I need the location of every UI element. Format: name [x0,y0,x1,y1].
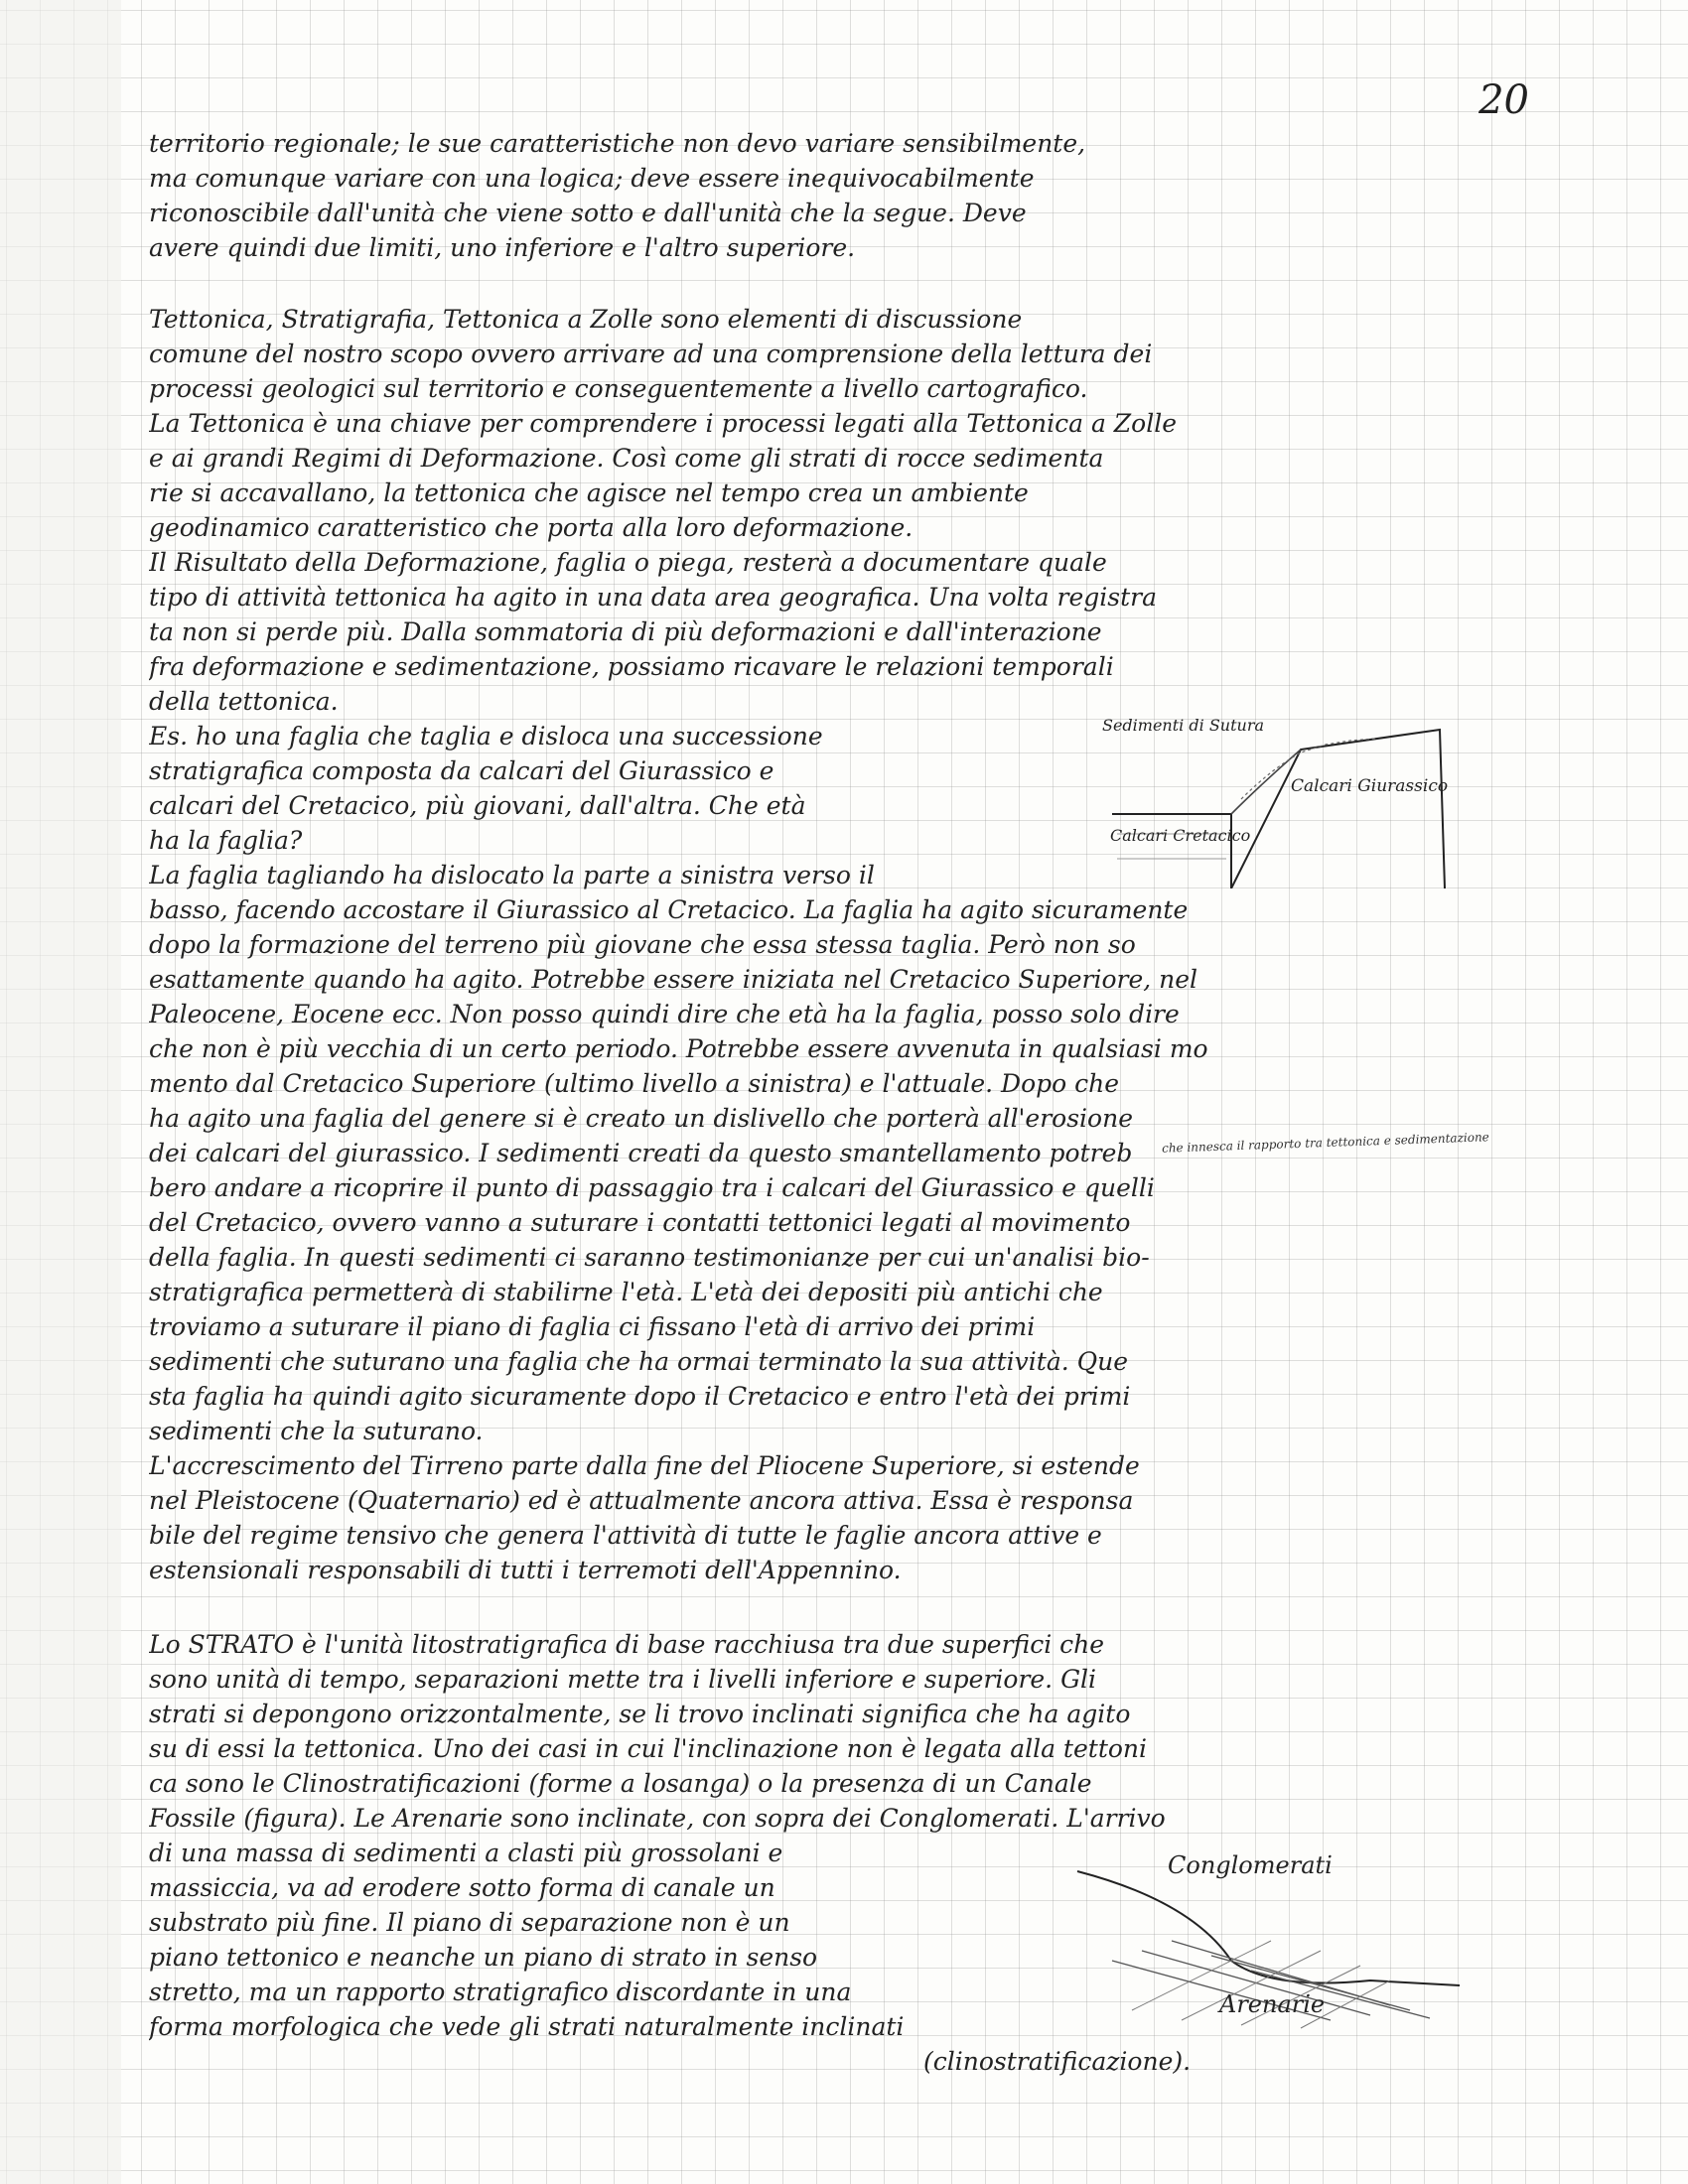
jurassic-label: Calcari Giurassico [1291,776,1449,796]
text-line: e ai grandi Regimi di Deformazione. Così come gli strati di rocce sedimenta [149,444,1104,473]
text-line: ha la faglia? [149,826,303,855]
text-line: riconoscibile dall'unità che viene sotto e dall'unità che la segue. Deve [149,199,1027,227]
text-line: sono unità di tempo, separazioni mette tra i livelli inferiore e superiore. Gli [149,1665,1097,1694]
text-line: che non è più vecchia di un certo periodo. Potrebbe essere avvenuta in qualsiasi mo [149,1034,1208,1063]
text-line: sedimenti che suturano una faglia che ha ormai terminato la sua attività. Que [149,1347,1129,1376]
text-line: stratigrafica permetterà di stabilirne l'età. L'età dei depositi più antichi che [149,1278,1103,1306]
text-line: su di essi la tettonica. Uno dei casi in cui l'inclinazione non è legata alla tettoni [149,1734,1148,1763]
text-line: sta faglia ha quindi agito sicuramente dopo il Cretacico e entro l'età dei primi [149,1382,1131,1411]
text-line: piano tettonico e neanche un piano di strato in senso [149,1943,818,1972]
text-line: comune del nostro scopo ovvero arrivare ad una comprensione della lettura dei [149,340,1153,368]
text-line: La Tettonica è una chiave per comprendere i processi legati alla Tettonica a Zolle [149,409,1177,438]
arenarie-label: Arenarie [1219,1990,1326,2018]
margin-note: che innesca il rapporto tra tettonica e sedimentazione [1161,1130,1490,1156]
text-line: avere quindi due limiti, uno inferiore e l'altro superiore. [149,233,856,262]
text-line: Il Risultato della Deformazione, faglia o piega, resterà a documentare quale [149,548,1107,577]
channel-base-line [1077,1871,1460,1985]
text-line: Lo STRATO è l'unità litostratigrafica di base racchiusa tra due superfici che [149,1630,1105,1659]
text-line: ta non si perde più. Dalla sommatoria di più deformazioni e dall'interazione [149,617,1102,646]
text-line: rie si accavallano, la tettonica che agisce nel tempo crea un ambiente [149,478,1029,507]
text-line: L'accrescimento del Tirreno parte dalla fine del Pliocene Superiore, si estende [149,1451,1140,1480]
text-line: Paleocene, Eocene ecc. Non posso quindi dire che età ha la faglia, posso solo dire [149,1000,1180,1028]
text-line: fra deformazione e sedimentazione, possiamo ricavare le relazioni temporali [149,652,1114,681]
text-line: sedimenti che la suturano. [149,1417,484,1445]
text-line: del Cretacico, ovvero vanno a suturare i contatti tettonici legati al movimento [149,1208,1131,1237]
text-line: troviamo a suturare il piano di faglia ci fissano l'età di arrivo dei primi [149,1312,1036,1341]
text-line: substrato più fine. Il piano di separazione non è un [149,1908,790,1937]
text-line: geodinamico caratteristico che porta alla loro deformazione. [149,513,914,542]
fault-figure [1102,715,1460,888]
text-line: forma morfologica che vede gli strati naturalmente inclinati [149,2012,905,2041]
text-line: Tettonica, Stratigrafia, Tettonica a Zolle sono elementi di discussione [149,305,1023,334]
channel-figure [1072,1842,1470,2040]
text-line: Es. ho una faglia che taglia e disloca una successione [149,722,823,751]
text-line: dei calcari del giurassico. I sedimenti creati da questo smantellamento potreb [149,1139,1133,1167]
page-margin [0,0,121,2184]
text-line: della faglia. In questi sedimenti ci saranno testimonianze per cui un'analisi bio- [149,1243,1150,1272]
cretaceous-label: Calcari Cretacico [1110,826,1251,845]
text-line: calcari del Cretacico, più giovani, dall'altra. Che età [149,791,806,820]
text-line: bile del regime tensivo che genera l'attività di tutte le faglie ancora attive e [149,1521,1102,1550]
text-line: nel Pleistocene (Quaternario) ed è attualmente ancora attiva. Essa è responsa [149,1486,1134,1515]
text-line: stratigrafica composta da calcari del Giurassico e [149,756,774,785]
text-line: La faglia tagliando ha dislocato la parte a sinistra verso il [149,861,875,889]
page-number: 20 [1478,77,1529,123]
text-line: stretto, ma un rapporto stratigrafico discordante in una [149,1978,852,2006]
suture-label: Sedimenti di Sutura [1102,716,1264,735]
text-line: ha agito una faglia del genere si è creato un dislivello che porterà all'erosione [149,1104,1134,1133]
text-line: tipo di attività tettonica ha agito in una data area geografica. Una volta registra [149,583,1157,612]
text-line: strati si depongono orizzontalmente, se li trovo inclinati significa che ha agito [149,1700,1131,1728]
conglomerati-label: Conglomerati [1168,1851,1333,1879]
text-line: processi geologici sul territorio e conseguentemente a livello cartografico. [149,374,1088,403]
text-line: mento dal Cretacico Superiore (ultimo livello a sinistra) e l'attuale. Dopo che [149,1069,1120,1098]
jurassic-block-outline [1231,730,1445,888]
text-line: massiccia, va ad erodere sotto forma di canale un [149,1873,775,1902]
text-line: territorio regionale; le sue caratteristiche non devo variare sensibilmente, [149,129,1086,158]
text-line: della tettonica. [149,687,339,716]
text-line: dopo la formazione del terreno più giovane che essa stessa taglia. Però non so [149,930,1136,959]
closing-note: (clinostratificazione). [923,2047,1192,2076]
text-line: ca sono le Clinostratificazioni (forme a losanga) o la presenza di un Canale [149,1769,1092,1798]
text-line: esattamente quando ha agito. Potrebbe essere iniziata nel Cretacico Superiore, nel [149,965,1198,994]
text-line: bero andare a ricoprire il punto di passaggio tra i calcari del Giurassico e quelli [149,1173,1155,1202]
fault-diagram [1102,715,1460,888]
text-line: estensionali responsabili di tutti i terremoti dell'Appennino. [149,1556,902,1584]
text-line: Fossile (figura). Le Arenarie sono inclinate, con sopra dei Conglomerati. L'arrivo [149,1804,1166,1833]
text-line: di una massa di sedimenti a clasti più grossolani e [149,1839,783,1867]
text-line: ma comunque variare con una logica; deve essere inequivocabilmente [149,164,1035,193]
text-line: basso, facendo accostare il Giurassico al Cretacico. La faglia ha agito sicuramente [149,895,1189,924]
